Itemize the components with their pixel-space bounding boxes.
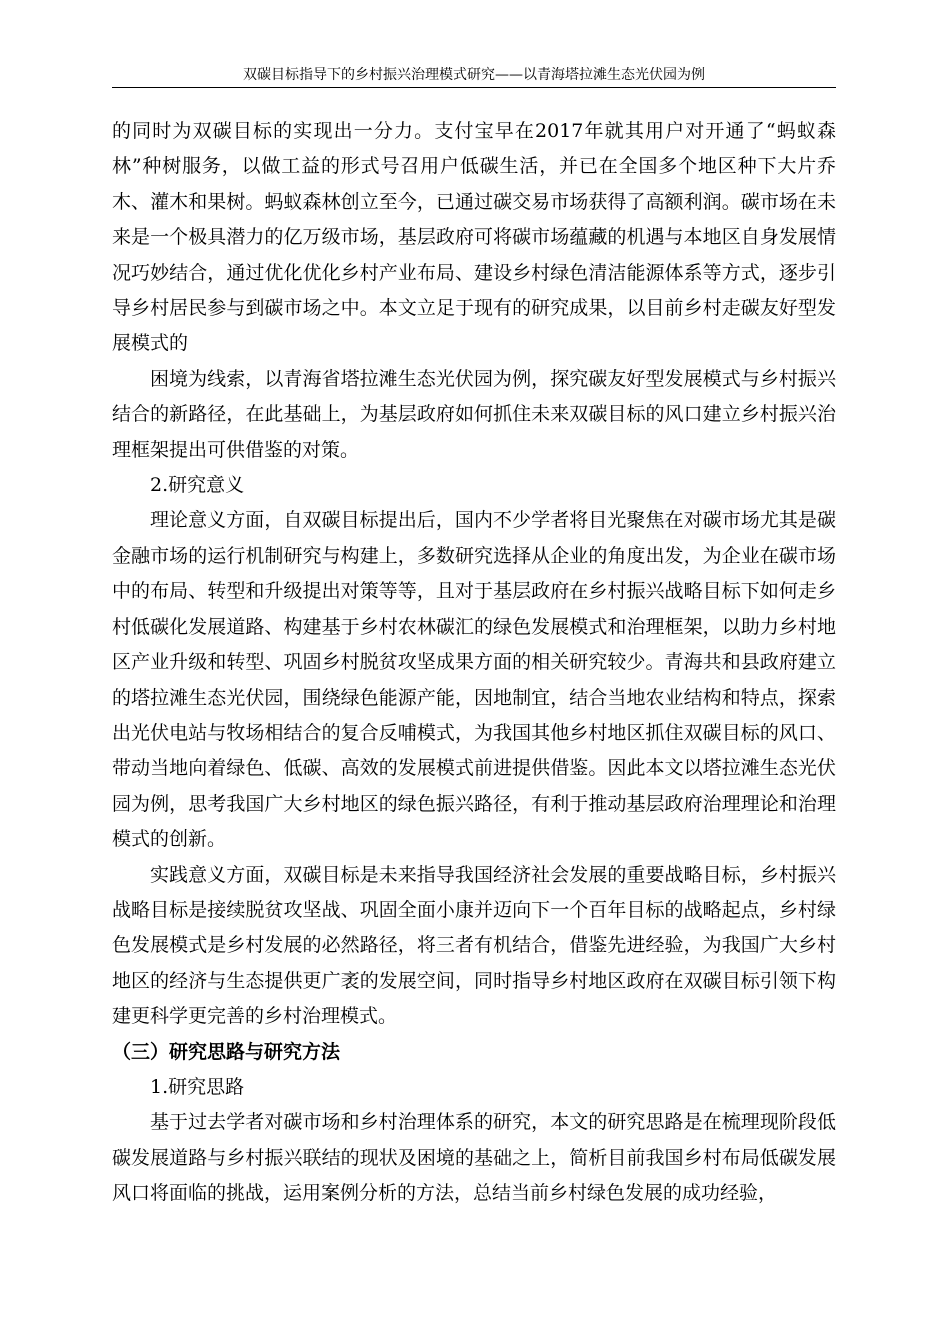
subheading-research-significance: 2.研究意义 — [150, 474, 245, 497]
paragraph-continued: 的同时为双碳目标的实现出一分力。支付宝早在2017年就其用户对开通了“蚂蚁森林”种树服务，以做工益的形式号召用户低碳生活，并已在全国多个地区种下大片乔木、灌木和果树。蚂蚁森林创立至今，已通过碳交易市场获得了高额利润。碳市场在未来是一个极具潜力的亿万级市场，基层政府可将碳市场蕴藏的机遇与本地区自身发展情况巧妙结合，通过优化优化乡村产业布局、建设乡村绿色清洁能源体系等方式，逐步引导乡村居民参与到碳市场之中。本文立足于现有的研究成果，以目前乡村走碳友好型发展模式的 — [112, 120, 836, 355]
paragraph-practical-significance: 实践意义方面，双碳目标是未来指导我国经济社会发展的重要战略目标，乡村振兴战略目标是接续脱贫攻坚战、巩固全面小康并迈向下一个百年目标的战略起点，乡村绿色发展模式是乡村发展的必然路径，将三者有机结合，借鉴先进经验，为我国广大乡村地区的经济与生态提供更广袤的发展空间，同时指导乡村地区政府在双碳目标引领下构建更科学更完善的乡村治理模式。 — [112, 863, 836, 1028]
subheading-research-approach: 1.研究思路 — [150, 1075, 245, 1098]
document-body — [112, 114, 836, 1212]
paragraph-research-dilemma: 困境为线索，以青海省塔拉滩生态光伏园为例，探究碳友好型发展模式与乡村振兴结合的新路径，在此基础上，为基层政府如何抓住未来双碳目标的风口建立乡村振兴治理框架提出可供借鉴的对策。 — [112, 367, 836, 461]
header-rule — [112, 87, 836, 88]
paragraph-theoretical-significance: 理论意义方面，自双碳目标提出后，国内不少学者将目光聚焦在对碳市场尤其是碳金融市场的运行机制研究与构建上，多数研究选择从企业的角度出发，为企业在碳市场中的布局、转型和升级提出对策等等，且对于基层政府在乡村振兴战略目标下如何走乡村低碳化发展道路、构建基于乡村农林碳汇的绿色发展模式和治理框架，以助力乡村地区产业升级和转型、巩固乡村脱贫攻坚成果方面的相关研究较少。青海共和县政府建立的塔拉滩生态光伏园，围绕绿色能源产能，因地制宜，结合当地农业结构和特点，探索出光伏电站与牧场相结合的复合反哺模式，为我国其他乡村地区抓住双碳目标的风口、带动当地向着绿色、低碳、高效的发展模式前进提供借鉴。因此本文以塔拉滩生态光伏园为例，思考我国广大乡村地区的绿色振兴路径，有利于推动基层政府治理理论和治理模式的创新。 — [112, 509, 836, 851]
running-header: 双碳目标指导下的乡村振兴治理模式研究——以青海塔拉滩生态光伏园为例 — [243, 67, 705, 83]
section-heading-research-approach: （三）研究思路与研究方法 — [112, 1040, 341, 1063]
paragraph-research-approach: 基于过去学者对碳市场和乡村治理体系的研究，本文的研究思路是在梳理现阶段低碳发展道路与乡村振兴联结的现状及困境的基础之上，简析目前我国乡村布局低碳发展风口将面临的挑战，运用案例分析的方法，总结当前乡村绿色发展的成功经验， — [112, 1111, 836, 1205]
